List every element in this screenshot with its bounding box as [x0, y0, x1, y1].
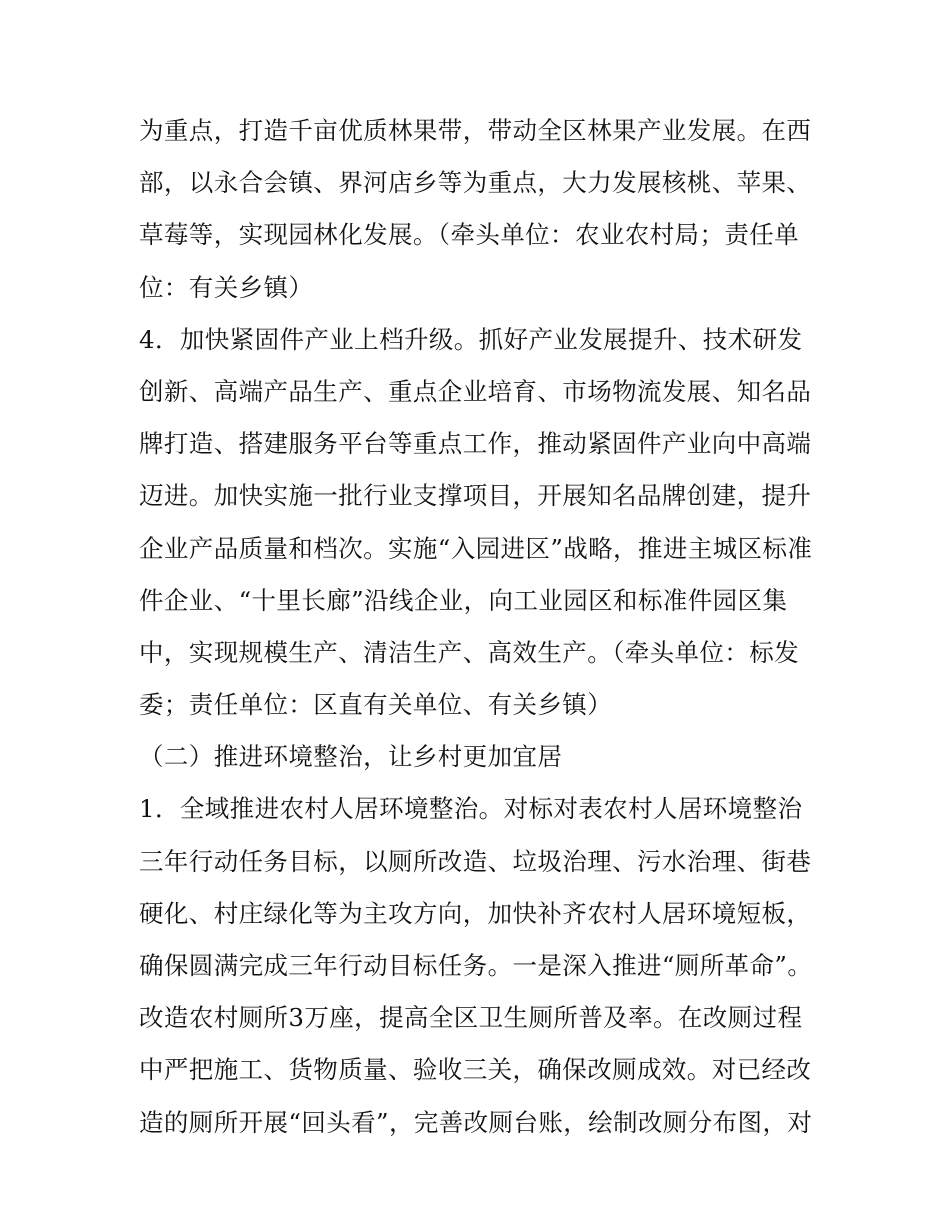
document-body: [139, 105, 829, 1149]
section-heading: （二）推进环境整治，让乡村更加宜居: [139, 742, 563, 772]
text-line: 迈进。加快实施一批行业支撑项目，开展知名品牌创建，提升: [139, 481, 812, 511]
text-line: 创新、高端产品生产、重点企业培育、市场物流发展、知名品: [139, 376, 812, 406]
text-line: 牌打造、搭建服务平台等重点工作，推动紧固件产业向中高端: [139, 429, 812, 459]
text-line: 造的厕所开展“回头看”，完善改厕台账，绘制改厕分布图，对: [139, 1107, 813, 1137]
text-line: 为重点，打造千亩优质林果带，带动全区林果产业发展。在西: [139, 116, 812, 145]
text-line: 4．加快紧固件产业上档升级。抓好产业发展提升、技术研发: [139, 324, 803, 354]
text-line: 部，以永合会镇、界河店乡等为重点，大力发展核桃、苹果、: [139, 168, 812, 198]
text-line: 硬化、村庄绿化等为主攻方向，加快补齐农村人居环境短板，: [139, 898, 812, 928]
text-line: 确保圆满完成三年行动目标任务。一是深入推进“厕所革命”。: [139, 951, 813, 980]
text-line: 委；责任单位：区直有关单位、有关乡镇）: [139, 690, 613, 720]
text-line: 中严把施工、货物质量、验收三关，确保改厕成效。对已经改: [139, 1055, 812, 1085]
text-line: 1．全域推进农村人居环境整治。对标对表农村人居环境整治: [139, 794, 803, 824]
text-line: 位：有关乡镇）: [139, 272, 314, 302]
text-line: 企业产品质量和档次。实施“入园进区”战略，推进主城区标准: [139, 533, 813, 563]
text-line: 三年行动任务目标，以厕所改造、垃圾治理、污水治理、街巷: [139, 846, 812, 876]
text-line: 草莓等，实现园林化发展。（牵头单位：农业农村局；责任单: [139, 220, 800, 250]
text-line: 件企业、“十里长廊”沿线企业，向工业园区和标准件园区集: [139, 585, 788, 615]
text-line: 改造农村厕所3万座，提高全区卫生厕所普及率。在改厕过程: [139, 1003, 803, 1033]
text-line: 中，实现规模生产、清洁生产、高效生产。（牵头单位：标发: [139, 637, 800, 667]
